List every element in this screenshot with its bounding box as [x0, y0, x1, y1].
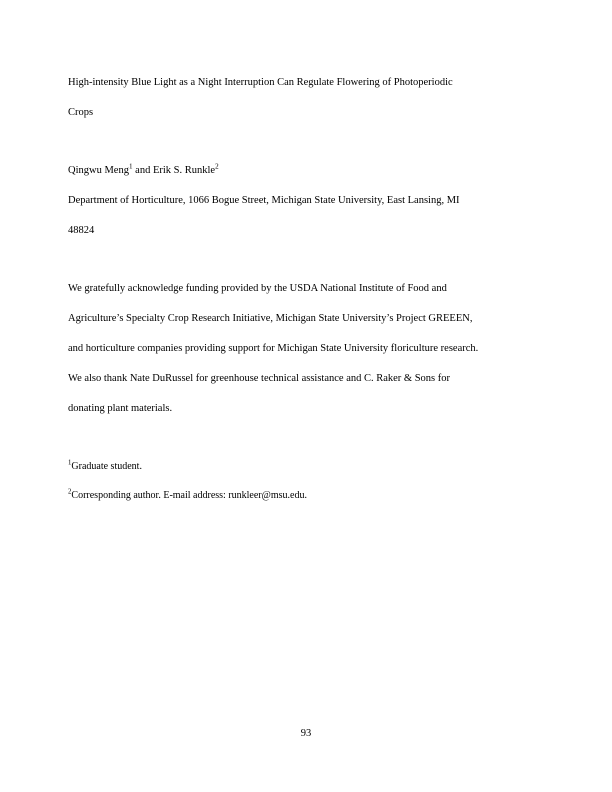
acknowledgment-line: Agriculture’s Specialty Crop Research Initiative, Michigan State University’s Project GREEEN, — [68, 313, 473, 324]
footnotes-block — [68, 452, 540, 510]
author-line — [68, 156, 540, 186]
author-1-name: Qingwu Meng — [68, 165, 129, 176]
author-2-name: Erik S. Runkle — [152, 165, 216, 176]
footnote-item — [68, 452, 540, 481]
affiliation-line-2: 48824 — [68, 225, 95, 236]
acknowledgment-line: We gratefully acknowledge funding provided by the USDA National Institute of Food and — [68, 283, 447, 294]
author-conjunction: and — [132, 165, 153, 176]
footnote-marker: 1 — [68, 459, 72, 467]
footnote-item — [68, 481, 540, 510]
paper-title-line-1: High-intensity Blue Light as a Night Interruption Can Regulate Flowering of Photoperiodic — [68, 77, 453, 88]
spacer-before-footnotes — [68, 424, 540, 452]
acknowledgment-line: and horticulture companies providing support for Michigan State University floriculture research. — [68, 343, 479, 354]
acknowledgments-block — [68, 274, 540, 424]
affiliation-block — [68, 186, 540, 246]
author-line-content — [68, 156, 540, 186]
affiliation-line-1: Department of Horticulture, 1066 Bogue Street, Michigan State University, East Lansing, MI — [68, 195, 460, 206]
author-2-footnote-marker: 2 — [215, 162, 219, 171]
page-number: 93 — [300, 728, 312, 739]
spacer-after-title — [68, 128, 540, 156]
paper-title-line-2: Crops — [68, 107, 94, 118]
footnote-text: Graduate student. — [71, 461, 142, 472]
footnote-marker: 2 — [68, 488, 72, 496]
author-1-footnote-marker: 1 — [128, 162, 133, 171]
acknowledgment-line: donating plant materials. — [68, 403, 173, 414]
acknowledgment-line: We also thank Nate DuRussel for greenhouse technical assistance and C. Raker & Sons for — [68, 373, 451, 384]
footnote-text: Corresponding author. E-mail address: runkleer@msu.edu. — [71, 490, 307, 501]
paper-title — [68, 68, 540, 128]
spacer-after-affiliation — [68, 246, 540, 274]
